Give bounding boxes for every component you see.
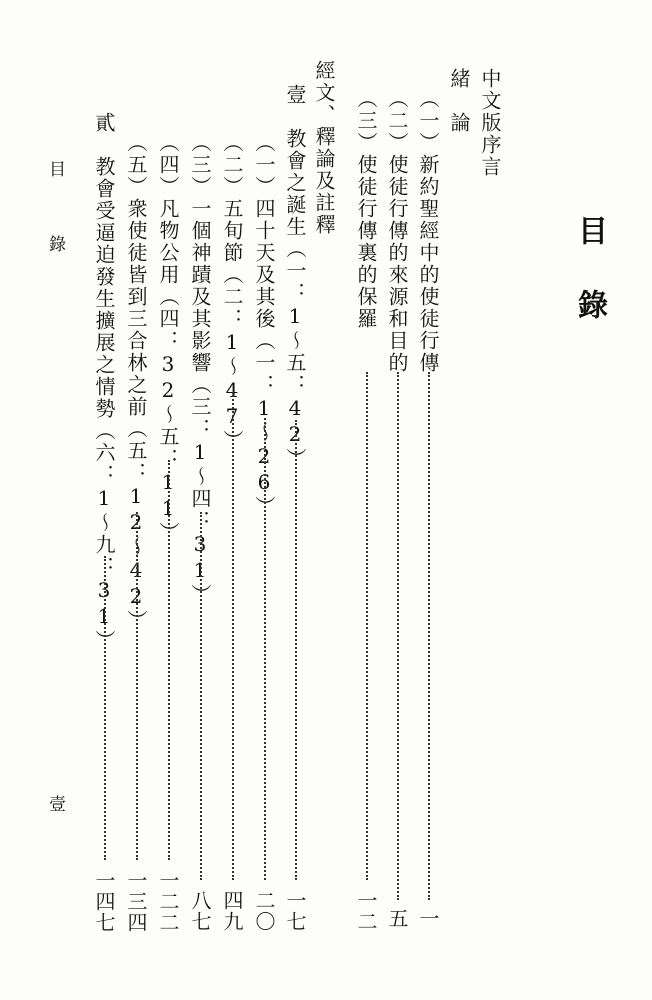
leader-dots — [366, 372, 368, 880]
leader-dots — [168, 460, 170, 860]
toc-entry-label: 壹 教會之誕生（一：1～五：42） — [283, 84, 307, 470]
toc-page-number: 五 — [385, 908, 409, 929]
toc-entry-label: （二）五旬節（二：1～47） — [220, 132, 244, 452]
toc-entry-label: （三）一個神蹟及其影響（三：1～四：31） — [188, 132, 212, 606]
toc-page-number: 八七 — [188, 890, 212, 932]
toc-entry-label: （三）使徒行傳裏的保羅 — [354, 88, 378, 330]
leader-dots — [232, 392, 234, 880]
toc-entry-section-heading[interactable] — [314, 60, 334, 236]
toc-entry-label: （一）新約聖經中的使徒行傳 — [416, 88, 440, 374]
toc-page-number: 四九 — [220, 890, 244, 932]
toc-page-number: 一 — [416, 908, 440, 929]
toc-entry-label: （一）四十天及其後（一：1～26） — [252, 132, 276, 518]
toc-page-number: 一三四 — [124, 870, 148, 933]
folio-page-number: 壹 — [45, 795, 65, 812]
toc-entry-label: 經文、釋論及註釋 — [312, 60, 336, 236]
toc-page-number: 一四七 — [92, 870, 116, 933]
leader-dots — [264, 418, 266, 880]
leader-dots — [397, 372, 399, 900]
toc-entry-label: （四）凡物公用（四：32～五：11） — [156, 132, 180, 544]
toc-entry-preface[interactable] — [480, 68, 500, 178]
toc-entry-label: 貳 教會受逼迫發生擴展之情勢（六：1～九：31） — [92, 112, 116, 652]
leader-dots — [200, 512, 202, 880]
toc-page-number: 二〇 — [252, 890, 276, 932]
toc-page-number: 一二二 — [156, 870, 180, 933]
toc-entry-label: （二）使徒行傳的來源和目的 — [385, 88, 409, 374]
leader-dots — [136, 512, 138, 860]
toc-entry-intro-2[interactable] — [387, 88, 407, 374]
toc-entry-intro-3[interactable] — [356, 88, 376, 330]
running-head: 目錄 — [45, 160, 65, 310]
toc-entry-introduction[interactable] — [449, 68, 469, 134]
toc-entry-part-1[interactable] — [285, 84, 305, 470]
leader-dots — [428, 372, 430, 900]
toc-page-number: 一二 — [354, 890, 378, 932]
leader-dots — [295, 420, 297, 880]
toc-entry-label: 緒 論 — [447, 68, 471, 134]
toc-page-number: 一七 — [283, 890, 307, 932]
toc-entry-label: 中文版序言 — [478, 68, 502, 178]
toc-entry-intro-1[interactable] — [418, 88, 438, 374]
leader-dots — [104, 556, 106, 860]
page-title: 目錄 — [572, 215, 607, 363]
toc-entry-label: （五）衆使徒皆到三合林之前（五：12～42） — [124, 132, 148, 632]
